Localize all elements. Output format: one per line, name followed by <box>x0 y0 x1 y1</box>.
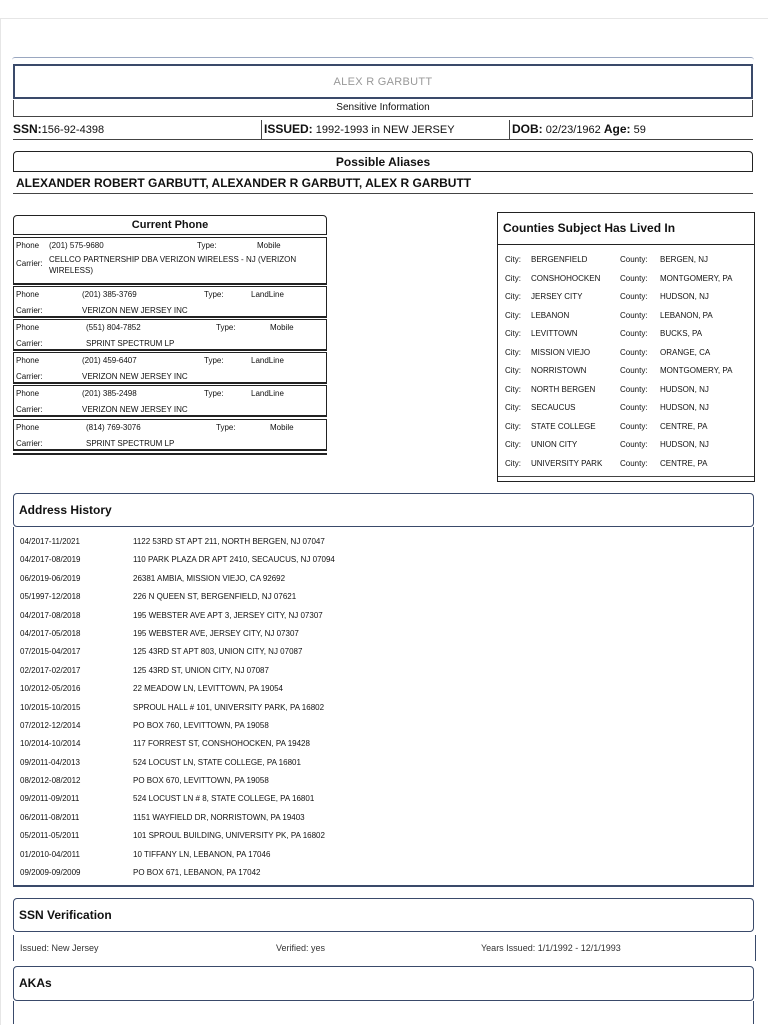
dob-label: DOB: <box>512 122 543 136</box>
phone-type: LandLine <box>251 389 284 398</box>
city-name: NORTH BERGEN <box>531 384 596 394</box>
carrier-label: Carrier: <box>16 259 43 268</box>
address-dates: 05/2011-05/2011 <box>20 831 80 841</box>
county-label: County: <box>620 347 648 357</box>
phone-label: Phone <box>16 290 40 299</box>
address-text: 110 PARK PLAZA DR APT 2410, SECAUCUS, NJ 07094 <box>133 555 335 565</box>
address-dates: 10/2014-10/2014 <box>20 739 81 749</box>
ssn-verified: Verified: yes <box>276 943 326 953</box>
phone-carrier: VERIZON NEW JERSEY INC <box>82 306 188 315</box>
phone-entry <box>13 352 327 384</box>
city-name: JERSEY CITY <box>531 292 583 301</box>
city-label: City: <box>505 255 521 264</box>
address-row <box>14 533 753 551</box>
phone-number: (201) 459-6407 <box>82 356 137 365</box>
county-row <box>498 270 754 289</box>
county-name: HUDSON, NJ <box>660 384 709 394</box>
county-label: County: <box>620 310 648 320</box>
address-row <box>14 735 753 753</box>
address-row <box>14 699 753 717</box>
phone-carrier: SPRINT SPECTRUM LP <box>86 439 175 448</box>
phone-entry <box>13 419 327 451</box>
address-dates: 08/2012-08/2012 <box>20 776 81 786</box>
phone-number: (201) 575-9680 <box>49 241 104 250</box>
county-name: CENTRE, PA <box>660 458 708 468</box>
county-label: County: <box>620 292 648 301</box>
address-row <box>14 570 753 588</box>
phone-carrier-cont: WIRELESS) <box>49 266 94 275</box>
age-label: Age: <box>603 122 631 136</box>
address-text: 125 43RD ST APT 803, UNION CITY, NJ 07087 <box>133 647 303 657</box>
address-text: 524 LOCUST LN # 8, STATE COLLEGE, PA 16801 <box>133 794 315 804</box>
phone-label: Phone <box>16 323 40 332</box>
city-name: UNIVERSITY PARK <box>531 458 603 468</box>
address-text: 125 43RD ST, UNION CITY, NJ 07087 <box>133 665 269 675</box>
county-name: BUCKS, PA <box>660 329 703 338</box>
address-dates: 06/2019-06/2019 <box>20 573 81 583</box>
city-label: City: <box>505 329 521 338</box>
address-text: 10 TIFFANY LN, LEBANON, PA 17046 <box>133 849 271 859</box>
address-row <box>14 790 753 808</box>
akas-body <box>13 1001 754 1024</box>
subject-name: ALEX R GARBUTT <box>13 64 753 99</box>
address-text: 524 LOCUST LN, STATE COLLEGE, PA 16801 <box>133 757 301 767</box>
identity-row <box>13 120 753 140</box>
city-label: City: <box>505 292 521 301</box>
city-name: NORRISTOWN <box>531 366 587 375</box>
issued-cell <box>261 120 509 139</box>
current-phone-title: Current Phone <box>13 215 327 235</box>
phone-type: LandLine <box>251 356 284 365</box>
address-history-list <box>13 527 754 887</box>
address-dates: 04/2017-08/2018 <box>20 610 81 620</box>
county-row <box>498 325 754 344</box>
phone-type: Mobile <box>257 241 281 250</box>
city-label: City: <box>505 366 521 375</box>
address-dates: 04/2017-05/2018 <box>20 628 81 638</box>
city-name: STATE COLLEGE <box>531 421 596 431</box>
county-name: CENTRE, PA <box>660 421 708 431</box>
phone-entry <box>13 286 327 318</box>
county-label: County: <box>620 458 648 468</box>
dob-value: 02/23/1962 <box>545 124 601 136</box>
address-row <box>14 717 753 735</box>
county-name: LEBANON, PA <box>660 310 713 320</box>
county-label: County: <box>620 255 648 264</box>
city-name: UNION CITY <box>531 440 578 449</box>
city-name: SECAUCUS <box>531 403 576 412</box>
city-name: MISSION VIEJO <box>531 347 591 357</box>
address-row <box>14 643 753 661</box>
report-frame-top <box>12 57 754 60</box>
address-row <box>14 754 753 772</box>
address-text: SPROUL HALL # 101, UNIVERSITY PARK, PA 16802 <box>133 702 325 712</box>
county-row <box>498 344 754 363</box>
county-name: HUDSON, NJ <box>660 403 709 412</box>
akas-title: AKAs <box>13 966 754 1001</box>
city-label: City: <box>505 403 521 412</box>
city-name: BERGENFIELD <box>531 255 588 264</box>
county-name: BERGEN, NJ <box>660 255 709 264</box>
city-label: City: <box>505 273 521 283</box>
aliases-list: ALEXANDER ROBERT GARBUTT, ALEXANDER R GARBUTT, ALEX R GARBUTT <box>13 172 753 194</box>
ssn-value: 156-92-4398 <box>41 124 105 136</box>
phone-label: Phone <box>16 356 40 365</box>
county-label: County: <box>620 273 648 283</box>
address-row <box>14 809 753 827</box>
address-text: 101 SPROUL BUILDING, UNIVERSITY PK, PA 16802 <box>133 831 325 841</box>
issued-label: ISSUED: <box>264 122 313 136</box>
county-row <box>498 399 754 418</box>
phone-section-bottom-rule <box>13 453 327 455</box>
county-name: HUDSON, NJ <box>660 292 709 301</box>
type-label: Type: <box>204 290 224 299</box>
phone-number: (201) 385-3769 <box>82 290 137 299</box>
carrier-label: Carrier: <box>16 405 43 414</box>
type-label: Type: <box>204 389 224 398</box>
phone-entry <box>13 385 327 417</box>
address-text: PO BOX 670, LEVITTOWN, PA 19058 <box>133 776 269 786</box>
phone-carrier: CELLCO PARTNERSHIP DBA VERIZON WIRELESS - NJ (VERIZON <box>49 255 297 264</box>
current-phone-section <box>13 215 327 455</box>
phone-carrier: VERIZON NEW JERSEY INC <box>82 372 188 381</box>
county-label: County: <box>620 384 648 394</box>
address-dates: 09/2009-09/2009 <box>20 868 81 878</box>
address-dates: 01/2010-04/2011 <box>20 849 80 859</box>
aliases-title: Possible Aliases <box>13 151 753 172</box>
county-name: HUDSON, NJ <box>660 440 709 449</box>
county-row <box>498 436 754 455</box>
phone-label: Phone <box>16 389 40 398</box>
address-row <box>14 864 753 882</box>
address-row <box>14 772 753 790</box>
address-row <box>14 551 753 569</box>
ssn-issued-state: Issued: New Jersey <box>20 943 99 953</box>
phone-number: (814) 769-3076 <box>86 423 141 432</box>
county-row <box>498 418 754 437</box>
address-text: 26381 AMBIA, MISSION VIEJO, CA 92692 <box>133 573 286 583</box>
city-label: City: <box>505 458 521 468</box>
phone-type: Mobile <box>270 423 294 432</box>
phone-entry <box>13 237 327 285</box>
address-history-title: Address History <box>13 493 754 527</box>
issued-value: 1992-1993 in NEW JERSEY <box>315 124 455 136</box>
carrier-label: Carrier: <box>16 439 43 448</box>
phone-number: (551) 804-7852 <box>86 323 141 332</box>
address-dates: 07/2015-04/2017 <box>20 647 81 657</box>
address-row <box>14 607 753 625</box>
phone-type: LandLine <box>251 290 284 299</box>
address-text: 195 WEBSTER AVE APT 3, JERSEY CITY, NJ 07307 <box>133 610 323 620</box>
address-dates: 10/2015-10/2015 <box>20 702 81 712</box>
sensitive-info-label: Sensitive Information <box>13 100 753 117</box>
counties-list <box>498 245 754 473</box>
county-label: County: <box>620 329 648 338</box>
county-row <box>498 251 754 270</box>
county-row <box>498 307 754 326</box>
address-text: 1151 WAYFIELD DR, NORRISTOWN, PA 19403 <box>133 812 305 822</box>
county-label: County: <box>620 421 648 431</box>
ssn-verification-title: SSN Verification <box>13 898 754 932</box>
county-label: County: <box>620 440 648 449</box>
ssn-years-issued: Years Issued: 1/1/1992 - 12/1/1993 <box>481 943 621 953</box>
address-dates: 02/2017-02/2017 <box>20 665 81 675</box>
counties-bottom-rule <box>498 476 754 477</box>
address-dates: 10/2012-05/2016 <box>20 684 81 694</box>
age-value: 59 <box>633 124 646 136</box>
address-row <box>14 827 753 845</box>
carrier-label: Carrier: <box>16 306 43 315</box>
phone-carrier: SPRINT SPECTRUM LP <box>86 339 175 348</box>
county-name: MONTGOMERY, PA <box>660 366 733 375</box>
address-text: 22 MEADOW LN, LEVITTOWN, PA 19054 <box>133 684 283 694</box>
address-dates: 05/1997-12/2018 <box>20 592 81 602</box>
counties-section <box>497 212 755 482</box>
ssn-cell <box>13 120 261 139</box>
dob-cell <box>509 120 753 139</box>
counties-title: Counties Subject Has Lived In <box>498 213 754 245</box>
county-row <box>498 288 754 307</box>
city-name: LEBANON <box>531 310 570 320</box>
address-row <box>14 680 753 698</box>
address-row <box>14 846 753 864</box>
county-label: County: <box>620 366 648 375</box>
address-dates: 09/2011-09/2011 <box>20 794 80 804</box>
county-row <box>498 362 754 381</box>
ssn-verification-row <box>13 935 756 961</box>
address-dates: 04/2017-11/2021 <box>20 537 80 546</box>
county-row <box>498 455 754 474</box>
city-label: City: <box>505 310 521 320</box>
county-label: County: <box>620 403 648 412</box>
address-text: 195 WEBSTER AVE, JERSEY CITY, NJ 07307 <box>133 628 299 638</box>
phone-type: Mobile <box>270 323 294 332</box>
address-text: 117 FORREST ST, CONSHOHOCKEN, PA 19428 <box>133 739 310 749</box>
city-label: City: <box>505 421 521 431</box>
county-row <box>498 381 754 400</box>
phone-entry <box>13 319 327 351</box>
phone-label: Phone <box>16 423 40 432</box>
address-dates: 06/2011-08/2011 <box>20 812 80 822</box>
city-label: City: <box>505 347 521 357</box>
phone-label: Phone <box>16 241 40 250</box>
county-name: MONTGOMERY, PA <box>660 273 733 283</box>
type-label: Type: <box>197 241 217 250</box>
address-dates: 04/2017-08/2019 <box>20 555 81 565</box>
type-label: Type: <box>204 356 224 365</box>
address-text: 226 N QUEEN ST, BERGENFIELD, NJ 07621 <box>133 592 297 602</box>
address-text: PO BOX 671, LEBANON, PA 17042 <box>133 868 261 878</box>
county-name: ORANGE, CA <box>660 347 711 357</box>
address-text: 1122 53RD ST APT 211, NORTH BERGEN, NJ 07047 <box>133 537 325 546</box>
address-row <box>14 625 753 643</box>
address-row <box>14 588 753 606</box>
carrier-label: Carrier: <box>16 339 43 348</box>
city-name: CONSHOHOCKEN <box>531 273 601 283</box>
address-row <box>14 662 753 680</box>
address-dates: 07/2012-12/2014 <box>20 720 81 730</box>
type-label: Type: <box>216 423 236 432</box>
city-label: City: <box>505 384 521 394</box>
city-label: City: <box>505 440 521 449</box>
phone-carrier: VERIZON NEW JERSEY INC <box>82 405 188 414</box>
type-label: Type: <box>216 323 236 332</box>
ssn-label: SSN: <box>13 122 42 136</box>
city-name: LEVITTOWN <box>531 329 578 338</box>
address-text: PO BOX 760, LEVITTOWN, PA 19058 <box>133 720 269 730</box>
phone-number: (201) 385-2498 <box>82 389 137 398</box>
carrier-label: Carrier: <box>16 372 43 381</box>
address-dates: 09/2011-04/2013 <box>20 757 80 767</box>
